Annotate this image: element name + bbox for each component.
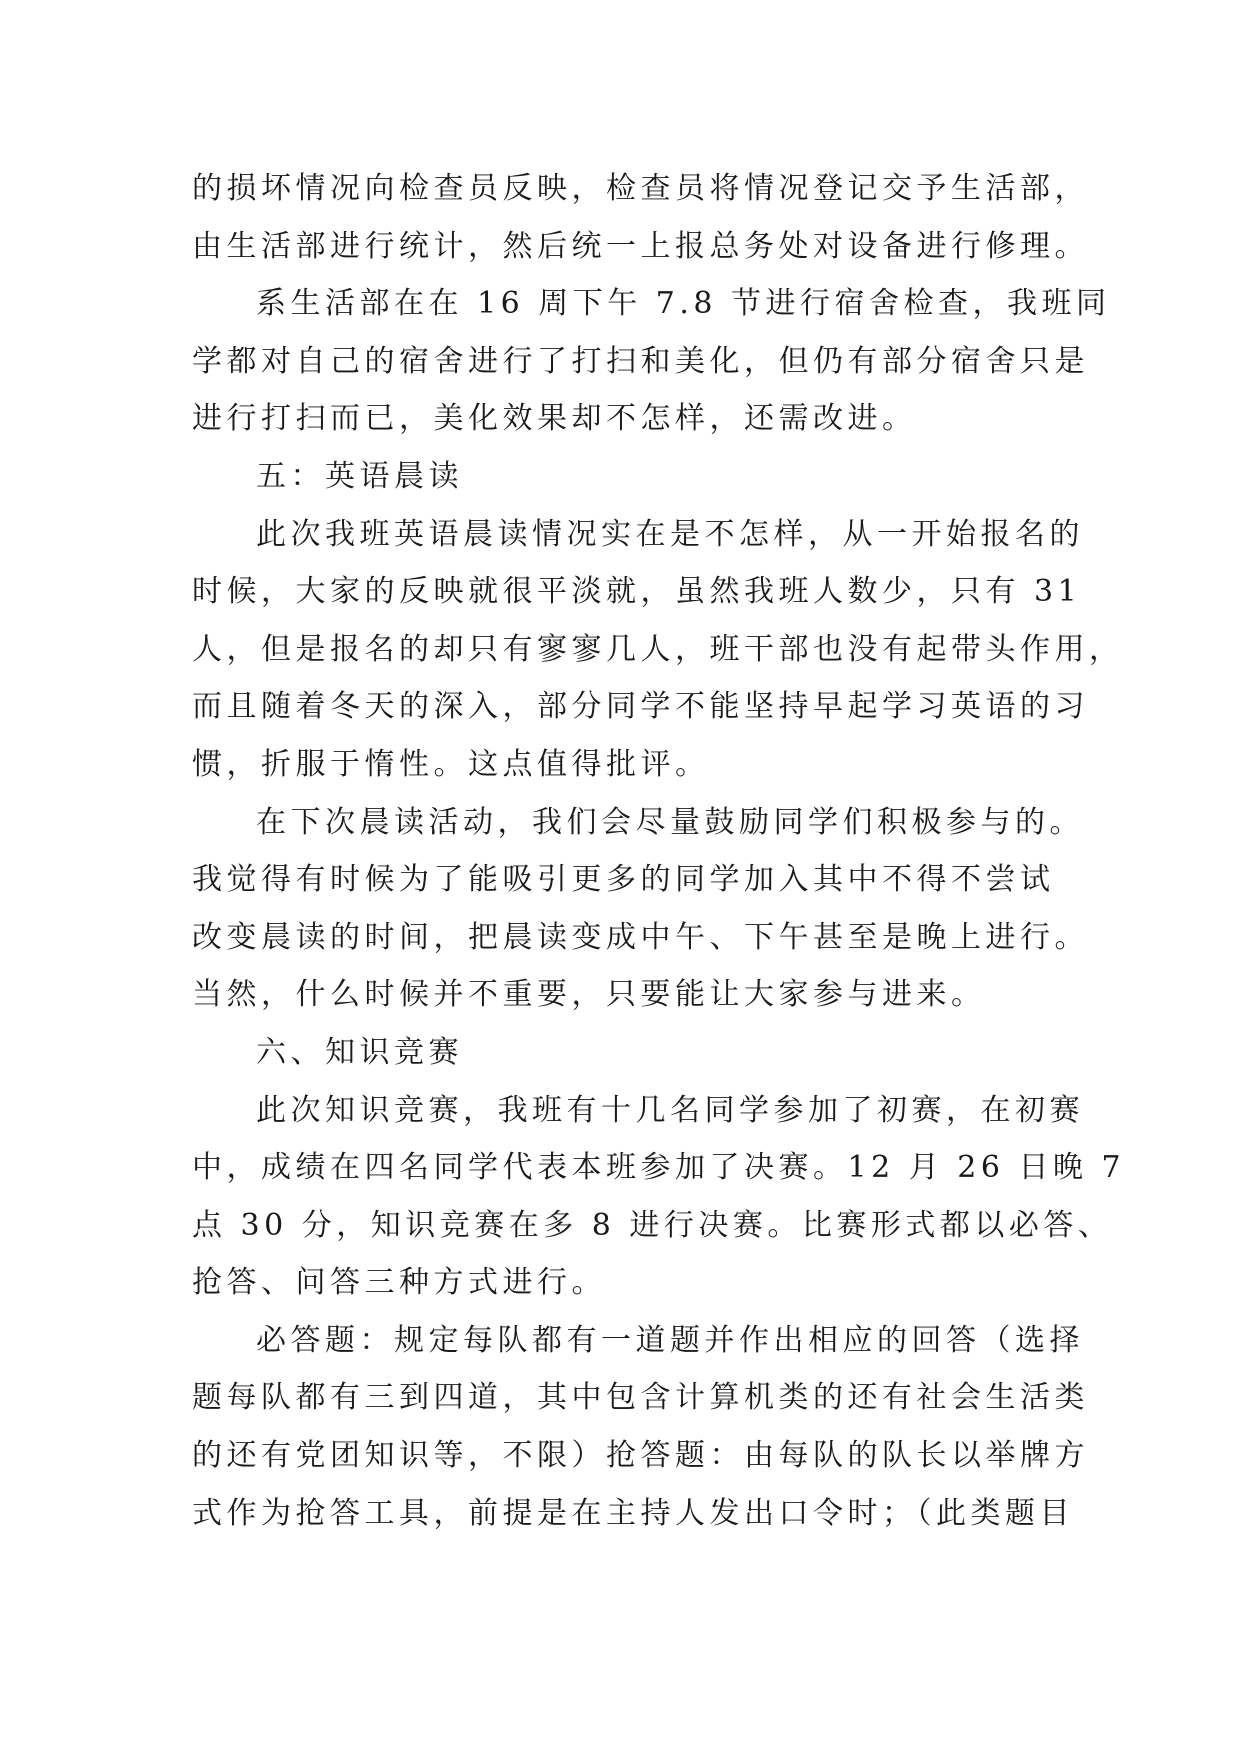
- text-line: 题每队都有三到四道，其中包含计算机类的还有社会生活类: [192, 1380, 1089, 1416]
- text-line: 学都对自己的宿舍进行了打扫和美化，但仍有部分宿舍只是: [192, 343, 1089, 379]
- text-line: 人，但是报名的却只有寥寥几人，班干部也没有起带头作用，: [192, 631, 1124, 667]
- section-heading: 六、知识竞赛: [256, 1034, 463, 1070]
- text-line: 系生活部在在 16 周下午 7.8 节进行宿舍检查，我班同: [256, 286, 1111, 322]
- text-line: 惯，折服于惰性。这点值得批评。: [192, 746, 710, 782]
- text-line: 改变晨读的时间，把晨读变成中午、下午甚至是晚上进行。: [192, 919, 1089, 955]
- text-line: 点 30 分，知识竞赛在多 8 进行决赛。比赛形式都以必答、: [192, 1207, 1113, 1243]
- text-line: 由生活部进行统计，然后统一上报总务处对设备进行修理。: [192, 228, 1089, 264]
- document-body: [192, 160, 1126, 1542]
- text-line: 进行打扫而已，美化效果却不怎样，还需改进。: [192, 401, 917, 437]
- text-line: 式作为抢答工具，前提是在主持人发出口令时；（此类题目: [192, 1495, 1074, 1531]
- text-line: 当然，什么时候并不重要，只要能让大家参与进来。: [192, 977, 986, 1013]
- section-heading: 五：英语晨读: [256, 458, 463, 494]
- text-line: 而且随着冬天的深入，部分同学不能坚持早起学习英语的习: [192, 689, 1089, 725]
- text-line: 中，成绩在四名同学代表本班参加了决赛。12 月 26 日晚 7: [192, 1150, 1126, 1186]
- text-line: 的损坏情况向检查员反映，检查员将情况登记交予生活部，: [192, 171, 1089, 206]
- text-line: 时候，大家的反映就很平淡就，虽然我班人数少，只有 31: [192, 574, 1082, 610]
- text-line: 此次知识竞赛，我班有十几名同学参加了初赛，在初赛: [256, 1092, 1084, 1128]
- text-line: 在下次晨读活动，我们会尽量鼓励同学们积极参与的。: [256, 804, 1084, 840]
- text-line: 必答题：规定每队都有一道题并作出相应的回答（选择: [256, 1322, 1084, 1358]
- text-line: 抢答、问答三种方式进行。: [192, 1265, 606, 1301]
- text-line: 的还有党团知识等，不限）抢答题：由每队的队长以举牌方: [192, 1438, 1089, 1474]
- text-line: 此次我班英语晨读情况实在是不怎样，从一开始报名的: [256, 516, 1084, 552]
- text-line: 我觉得有时候为了能吸引更多的同学加入其中不得不尝试: [192, 862, 1055, 898]
